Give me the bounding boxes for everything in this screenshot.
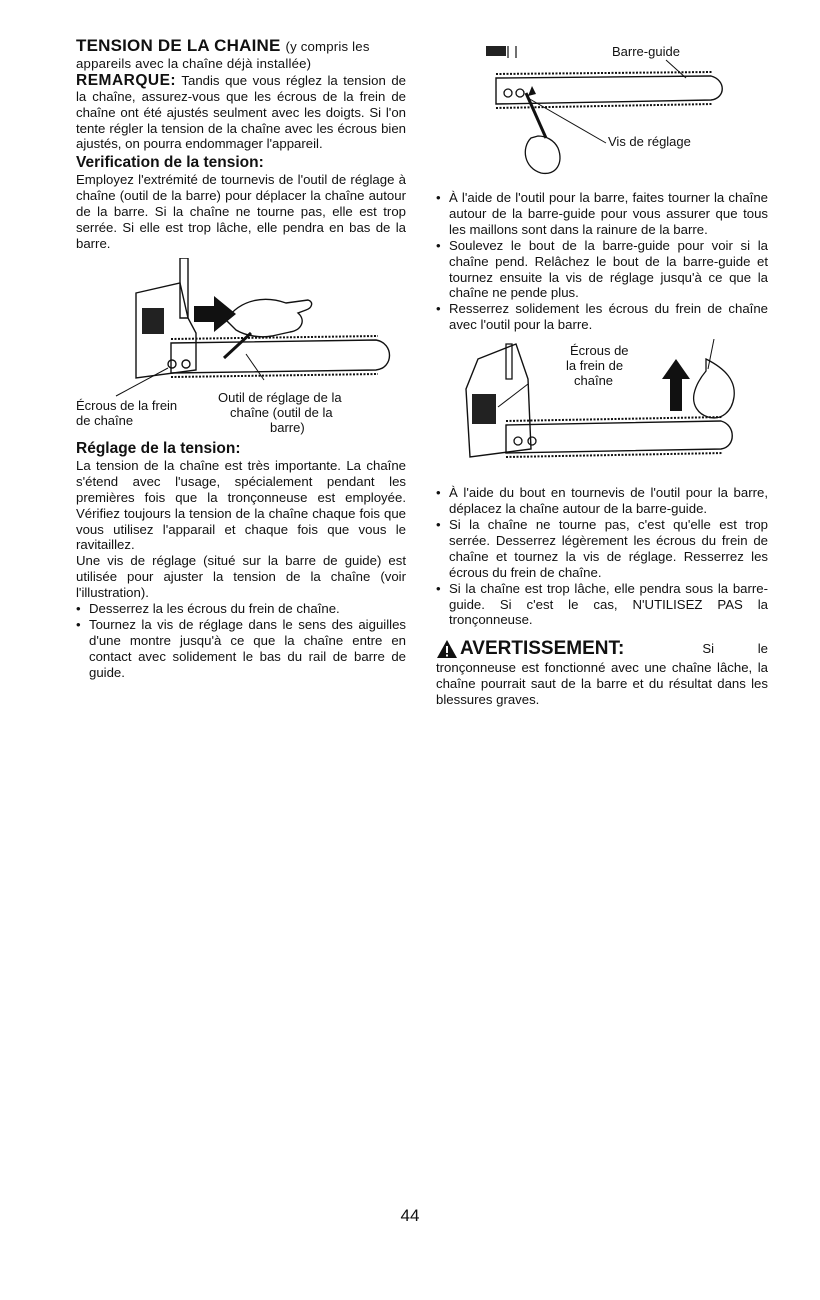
section-title-sub: (y compris les appareils avec la chaîne déjà installée) — [76, 39, 370, 71]
right-column — [436, 38, 768, 708]
arrow-up-icon — [662, 359, 690, 411]
right-bullets-b — [436, 485, 768, 628]
section-title-text: TENSION DE LA CHAINE — [76, 36, 281, 55]
fig3-nuts-label: Écrous de la frein de chaîne — [566, 343, 629, 389]
list-item: • Soulevez le bout de la barre-guide pour voir si la chaîne pend. Relâchez le bout de la barre-guide et tournez ensuite la vis de réglage jusqu'à ce que la chaîne ne pende plus. — [436, 238, 768, 302]
figure-adjust-screw — [436, 38, 768, 188]
reglage-heading: Réglage de la tension: — [76, 439, 241, 457]
fig1-tool-label: Outil de réglage de la chaîne (outil de la barre) — [218, 389, 342, 435]
warning-triangle-icon — [436, 639, 458, 659]
section-title — [76, 38, 406, 72]
figure-brake-nuts — [436, 339, 768, 479]
list-item: • Desserrez la les écrous du frein de chaîne. — [76, 601, 406, 617]
warning-lead: Si le — [702, 641, 768, 657]
remarque-label: REMARQUE: — [76, 71, 177, 89]
verification-heading: Verification de la tension: — [76, 154, 264, 172]
list-item: • Tournez la vis de réglage dans le sens des aiguilles d'une montre jusqu'à ce que la chaîne entre en contact avec solidement le bas du rail de barre de guide. — [76, 617, 406, 681]
list-item: • Si la chaîne est trop lâche, elle pendra sous la barre-guide. Si c'est le cas, N'UTILISEZ PAS la tronçonneuse. — [436, 581, 768, 629]
remarque-text: Tandis que vous réglez la tension de la chaîne, assurez-vous que les écrous de la frein de chaîne ont été ajustés seulment avec les doigts. Si l'on tente régler la tension de la chaîne avec les écrous bien ajustés, on pourra endommager l'appareil. — [76, 72, 406, 152]
reglage-paragraph-1: La tension de la chaîne est très importante. La chaîne s'étend avec l'usage, spécialement pendant les premières fois que la tronçonneuse est employée. Vérifiez toujours la tension de la chaîne chaque fois que vous utilisez l'apparail et chaque fois que vous le ravitaillez. — [76, 457, 406, 553]
right-bullets-a — [436, 190, 768, 333]
figure-tension-check — [76, 258, 406, 435]
list-item: • À l'aide de l'outil pour la barre, faites tourner la chaîne autour de la barre-guide pour vous assurer que tous les maillons sont dans la rainure de la barre. — [436, 190, 768, 238]
list-item: • Resserrez solidement les écrous du frein de chaîne avec l'outil pour la barre. — [436, 301, 768, 333]
reglage-paragraph-2: Une vis de réglage (situé sur la barre de guide) est utilisée pour ajuster la tension de la chaîne (voir l'illustration). — [76, 553, 406, 601]
fig2-screw-label: Vis de réglage — [608, 134, 691, 149]
page-number: 44 — [400, 1206, 420, 1225]
reglage-bullets — [76, 601, 406, 681]
adjust-screw-illustration — [436, 38, 768, 188]
remarque-paragraph — [76, 73, 406, 153]
warning-text: tronçonneuse est fonctionné avec une chaîne lâche, la chaîne pourrait saut de la barre et du résultat dans les blessures graves. — [436, 660, 768, 708]
verification-text: Employez l'extrémité de tournevis de l'outil de réglage à chaîne (outil de la barre) pour déplacer la chaîne autour de la barre. Si la chaîne ne tourne pas, elle est trop serrée. Si elle est trop lâche, elle pendra en bas de la barre. — [76, 172, 406, 251]
arrow-right-icon — [194, 296, 236, 332]
fig2-bar-label: Barre-guide — [612, 44, 680, 59]
fig1-nuts-label: Écrous de la frein de chaîne — [76, 397, 178, 428]
list-item: • À l'aide du bout en tournevis de l'outil pour la barre, déplacez la chaîne autour de la barre-guide. — [436, 485, 768, 517]
warning-heading — [436, 638, 768, 660]
list-item: • Si la chaîne ne tourne pas, c'est qu'elle est trop serrée. Desserrez légèrement les écrous du frein de chaîne et tournez la vis de réglage. Resserrez les écrous du frein de chaîne. — [436, 517, 768, 581]
warning-label: AVERTISSEMENT: — [460, 638, 625, 660]
left-column — [76, 38, 406, 681]
